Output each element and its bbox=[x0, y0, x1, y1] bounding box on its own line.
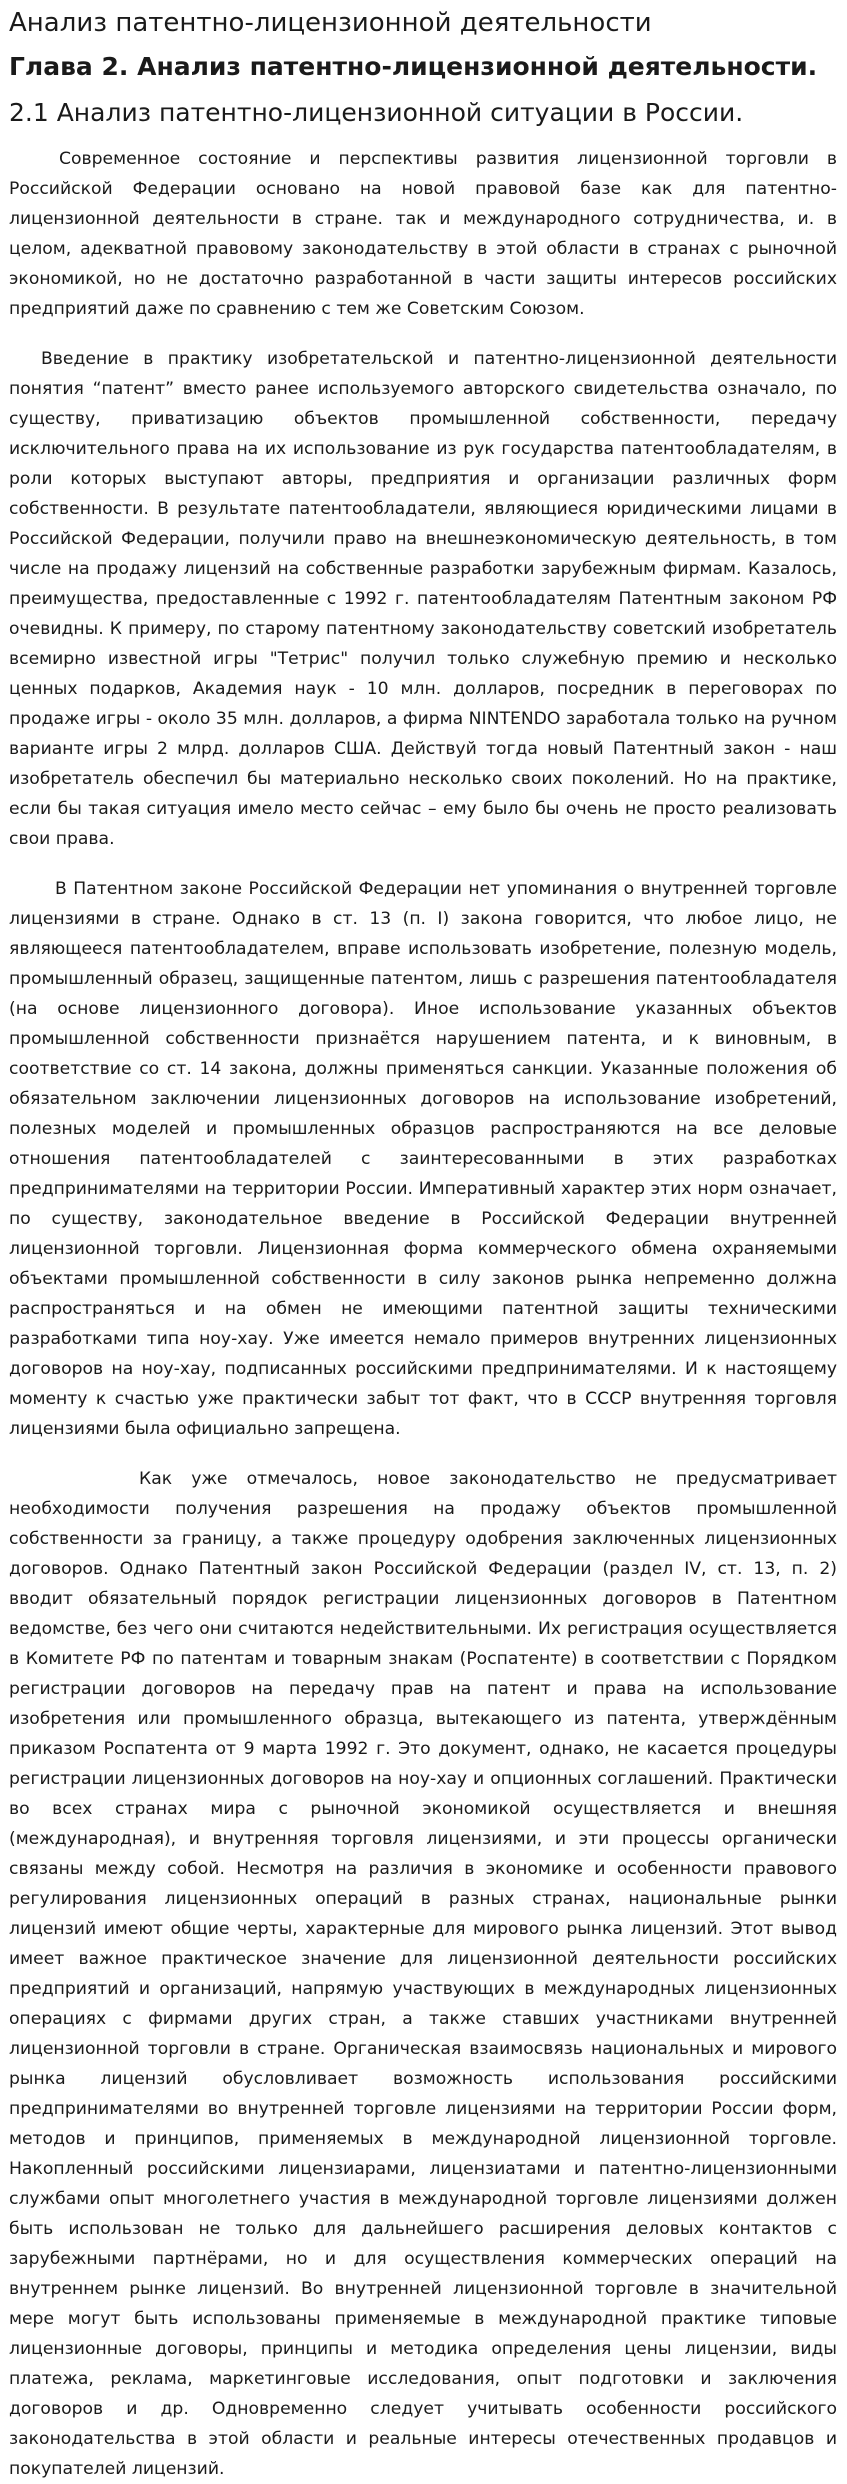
section-heading: 2.1 Анализ патентно-лицензионной ситуации в России. bbox=[9, 98, 744, 127]
chapter-heading: Глава 2. Анализ патентно-лицензионной деятельности. bbox=[9, 52, 818, 81]
paragraph: Как уже отмечалось, новое законодательство не предусматривает необходимости получения разрешения на продажу объектов промышленной собственности за границу, а также процедуру одобрения заключенных лицензионных договоров. Однако Патентный закон Российской Федерации (раздел IV, ст. 13, п. 2) вводит обязательный порядок регистрации лицензионных договоров в Патентном ведомстве, без чего они считаются недействительными. Их регистрация осуществляется в Комитете РФ по патентам и товарным знакам (Роспатенте) в соответствии с Порядком регистрации договоров на передачу прав на патент и права на использование изобретения или промышленного образца, вытекающего из патента, утверждённым приказом Роспатента от 9 марта 1992 г. Это документ, однако, не касается процедуры регистрации лицензионных договоров на ноу-хау и опционных соглашений. Практически во всех странах мира с рыночной экономикой осуществляется и внешняя (международная), и внутренняя торговля лицензиями, и эти процессы органически связаны между собой. Несмотря на различия в экономике и особенности правового регулирования лицензионных операций в разных странах, национальные рынки лицензий имеют общие черты, характерные для мирового рынка лицензий. Этот вывод имеет важное практическое значение для лицензионной деятельности российских предприятий и организаций, напрямую участвующих в международных лицензионных операциях с фирмами других стран, а также ставших участниками внутренней лицензионной торговли в стране. Органическая взаимосвязь национальных и мирового рынка лицензий обусловливает возможность использования российскими предпринимателями во внутренней торговле лицензиями на территории России форм, методов и принципов, применяемых в международной лицензионной торговле. Накопленный российскими лицензиарами, лицензиатами и патентно-лицензионными службами опыт многолетнего участия в международной торговле лицензиями должен быть использован не только для дальнейшего расширения деловых контактов с зарубежными партнёрами, но и для осуществления коммерческих операций на внутреннем рынке лицензий. Во внутренней лицензионной торговле в значительной мере могут быть использованы применяемые в международной практике типовые лицензионные договоры, принципы и методика определения цены лицензии, виды платежа, реклама, маркетинговые исследования, опыт подготовки и заключения договоров и др. Одновременно следует учитывать особенности российского законодательства в этой области и реальные интересы отечественных продавцов и покупателей лицензий. bbox=[9, 1469, 837, 2479]
paragraph: Введение в практику изобретательской и патентно-лицензионной деятельности понятия “патент” вместо ранее используемого авторского свидетельства означало, по существу, приватизацию объектов промышленной собственности, передачу исключительного права на их использование из рук государства патентообладателям, в роли которых выступают авторы, предприятия и организации различных форм собственности. В результате патентообладатели, являющиеся юридическими лицами в Российской Федерации, получили право на внешнеэкономическую деятельность, в том числе на продажу лицензий на собственные разработки зарубежным фирмам. Казалось, преимущества, предоставленные с 1992 г. патентообладателям Патентным законом РФ очевидны. К примеру, по старому патентному законодательству советский изобретатель всемирно известной игры "Тетрис" получил только служебную премию и несколько ценных подарков, Академия наук - 10 млн. долларов, посредник в переговорах по продаже игры - около 35 млн. долларов, а фирма NINTENDO заработала только на ручном варианте игры 2 млрд. долларов США. Действуй тогда новый Патентный закон - наш изобретатель обеспечил бы материально несколько своих поколений. Но на практике, если бы такая ситуация имело место сейчас – ему было бы очень не просто реализовать свои права. bbox=[9, 349, 837, 849]
paragraph: В Патентном законе Российской Федерации нет упоминания о внутренней торговле лицензиями в стране. Однако в ст. 13 (п. I) закона говорится, что любое лицо, не являющееся патентообладателем, вправе использовать изобретение, полезную модель, промышленный образец, защищенные патентом, лишь с разрешения патентообладателя (на основе лицензионного договора). Иное использование указанных объектов промышленной собственности признаётся нарушением патента, и к виновным, в соответствие со ст. 14 закона, должны применяться санкции. Указанные положения об обязательном заключении лицензионных договоров на использование изобретений, полезных моделей и промышленных образцов распространяются на все деловые отношения патентообладателей с заинтересованными в этих разработках предпринимателями на территории России. Императивный характер этих норм означает, по существу, законодательное введение в Российской Федерации внутренней лицензионной торговли. Лицензионная форма коммерческого обмена охраняемыми объектами промышленной собственности в силу законов рынка непременно должна распространяться и на обмен не имеющими патентной защиты техническими разработками типа ноу-хау. Уже имеется немало примеров внутренних лицензионных договоров на ноу-хау, подписанных российскими предпринимателями. И к настоящему моменту к счастью уже практически забыт тот факт, что в СССР внутренняя торговля лицензиями была официально запрещена. bbox=[9, 879, 837, 1439]
paragraph: Современное состояние и перспективы развития лицензионной торговли в Российской Федерации основано на новой правовой базе как для патентно-лицензионной деятельности в стране. так и международного сотрудничества, и. в целом, адекватной правовому законодательству в этой области в странах с рыночной экономикой, но не достаточно разработанной в части защиты интересов российских предприятий даже по сравнению с тем же Советским Союзом. bbox=[9, 149, 837, 319]
document-title: Анализ патентно-лицензионной деятельности bbox=[9, 8, 652, 38]
